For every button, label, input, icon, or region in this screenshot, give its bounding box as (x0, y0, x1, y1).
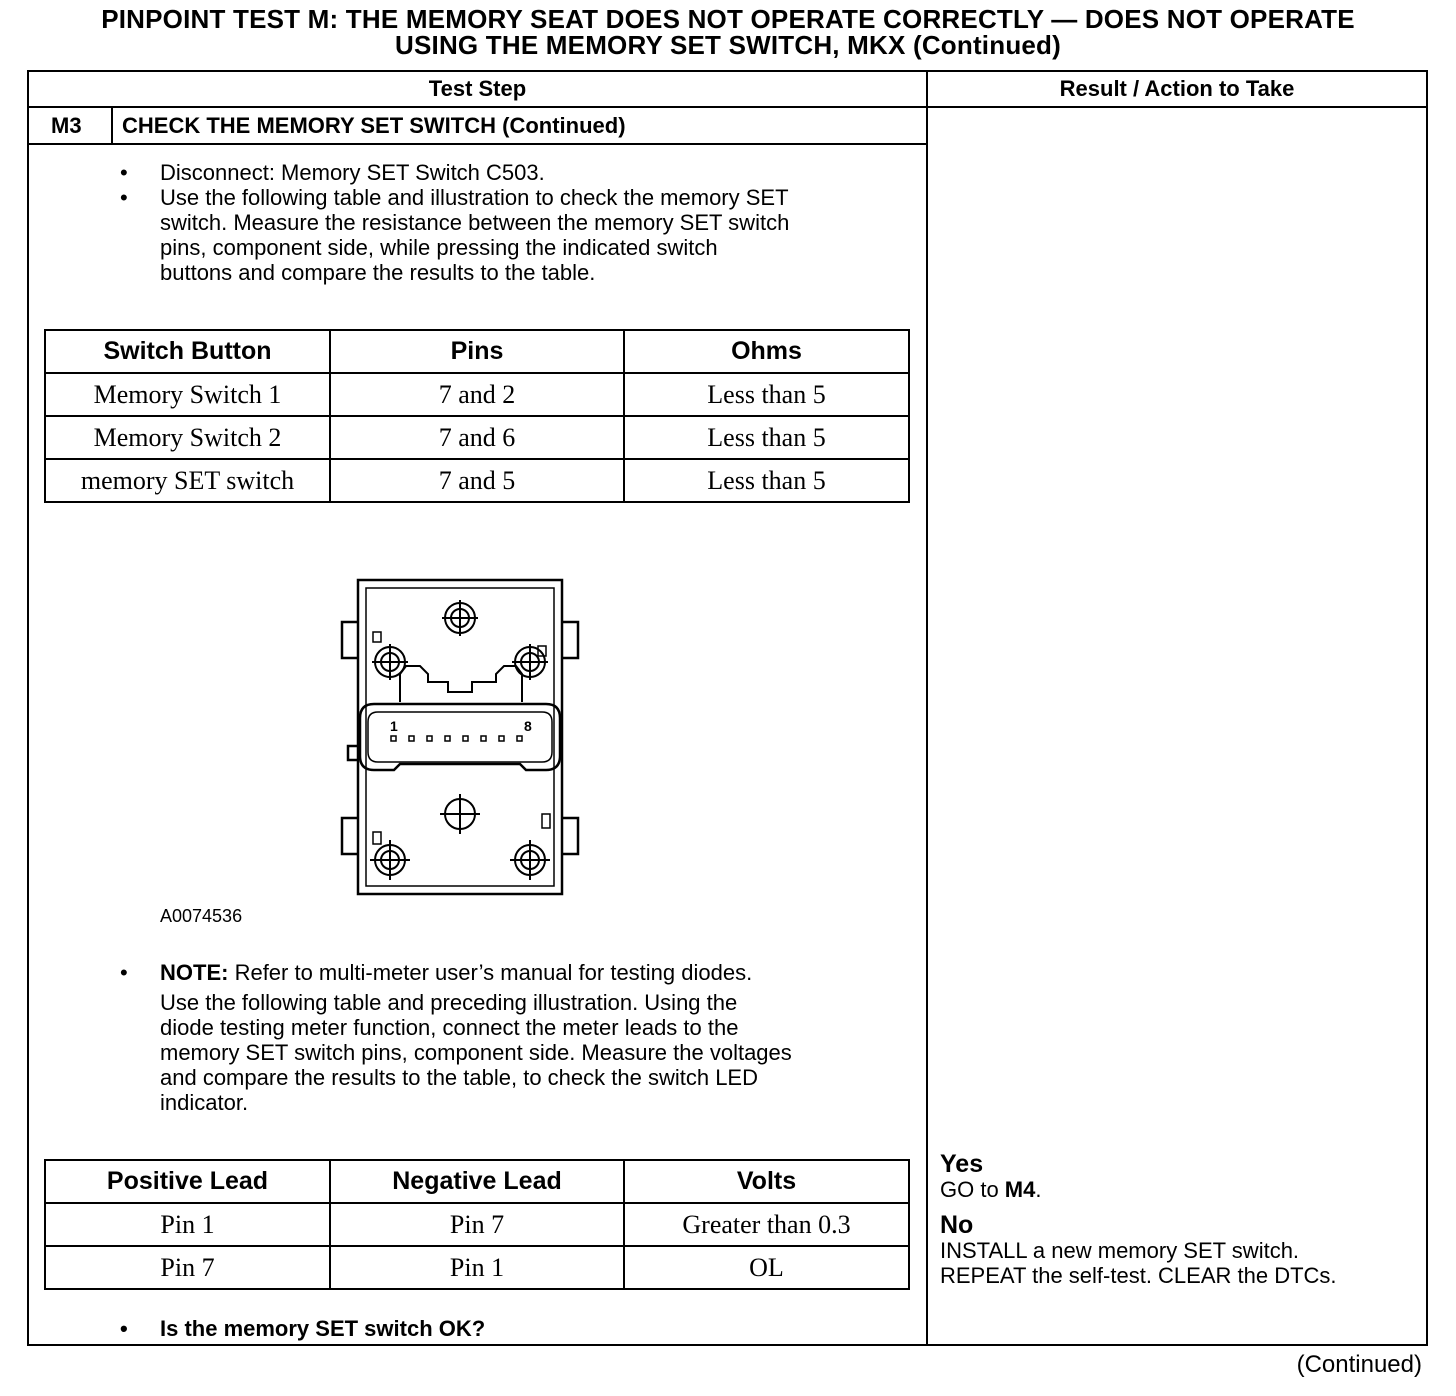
note-label: NOTE: (160, 960, 229, 985)
no-action-1: INSTALL a new memory SET switch. (940, 1238, 1300, 1263)
step-title: CHECK THE MEMORY SET SWITCH (Continued) (122, 113, 626, 138)
table-header: Pins (330, 330, 624, 373)
table-cell: Memory Switch 2 (45, 416, 330, 459)
table-cell: Greater than 0.3 (624, 1203, 909, 1246)
resistance-table (44, 329, 910, 503)
table-cell: Pin 7 (45, 1246, 330, 1289)
test-step-header: Test Step (428, 76, 527, 101)
table-row (45, 416, 909, 459)
result-yes (940, 1152, 1041, 1202)
table-header: Volts (624, 1160, 909, 1203)
result-header: Result / Action to Take (1059, 76, 1295, 101)
note-item: • NOTE: Refer to multi-meter user’s manual for testing diodes. (120, 960, 920, 985)
step-rule (27, 143, 927, 145)
title-line-2: USING THE MEMORY SET SWITCH, MKX (Continued) (395, 30, 1061, 60)
step-id: M3 (51, 113, 82, 138)
table-cell: Pin 1 (45, 1203, 330, 1246)
switch-connector-illustration (320, 570, 600, 910)
table-cell: Less than 5 (624, 416, 909, 459)
note-instructions: Use the following table and preceding illustration. Using the diode testing meter function, connect the meter leads to the memory SET switch pins, component side. Measure the voltages and compare the results to the table, to check the switch LED indicator. (160, 990, 792, 1115)
note-block (120, 960, 920, 1115)
table-cell: 7 and 2 (330, 373, 624, 416)
continued-footer: (Continued) (1296, 1351, 1422, 1378)
result-no (940, 1213, 1337, 1288)
no-action-2: REPEAT the self-test. CLEAR the DTCs. (940, 1263, 1337, 1288)
table-cell: Pin 1 (330, 1246, 624, 1289)
instruction-disconnect: • Disconnect: Memory SET Switch C503. (120, 160, 920, 185)
table-cell: 7 and 5 (330, 459, 624, 502)
table-row (45, 373, 909, 416)
table-header: Ohms (624, 330, 909, 373)
table-cell: Pin 7 (330, 1203, 624, 1246)
link-m4[interactable]: M4 (1004, 1177, 1036, 1202)
table-cell: 7 and 6 (330, 416, 624, 459)
table-header: Positive Lead (45, 1160, 330, 1203)
instruction-measure: • Use the following table and illustration to check the memory SET switch. Measure the resistance between the memory SET switch pins, component side, while pressing the indicated switch buttons and compare the results to the table. (120, 185, 920, 285)
table-header: Switch Button (45, 330, 330, 373)
pin-1-label: 1 (390, 718, 398, 734)
table-cell: OL (624, 1246, 909, 1289)
title-line-1: PINPOINT TEST M: THE MEMORY SEAT DOES NOT OPERATE CORRECTLY — DOES NOT OPERATE (101, 4, 1355, 34)
table-row (45, 1203, 909, 1246)
figure-caption: A0074536 (160, 906, 243, 926)
table-row (45, 1246, 909, 1289)
page-title (0, 6, 1456, 58)
voltage-table (44, 1159, 910, 1290)
connector-shroud (360, 704, 560, 770)
table-row (45, 459, 909, 502)
column-divider (926, 70, 928, 1346)
no-label: No (940, 1211, 974, 1239)
table-cell: Memory Switch 1 (45, 373, 330, 416)
header-rule (27, 106, 1428, 108)
instruction-list (120, 160, 920, 285)
question-block (120, 1316, 920, 1341)
step-id-divider (111, 107, 113, 145)
yes-label: Yes (940, 1150, 984, 1178)
table-cell: Less than 5 (624, 459, 909, 502)
table-cell: memory SET switch (45, 459, 330, 502)
pin-8-label: 8 (524, 718, 532, 734)
table-cell: Less than 5 (624, 373, 909, 416)
yes-action: GO to M4. (940, 1177, 1042, 1202)
table-header: Negative Lead (330, 1160, 624, 1203)
question: • Is the memory SET switch OK? (120, 1316, 920, 1341)
